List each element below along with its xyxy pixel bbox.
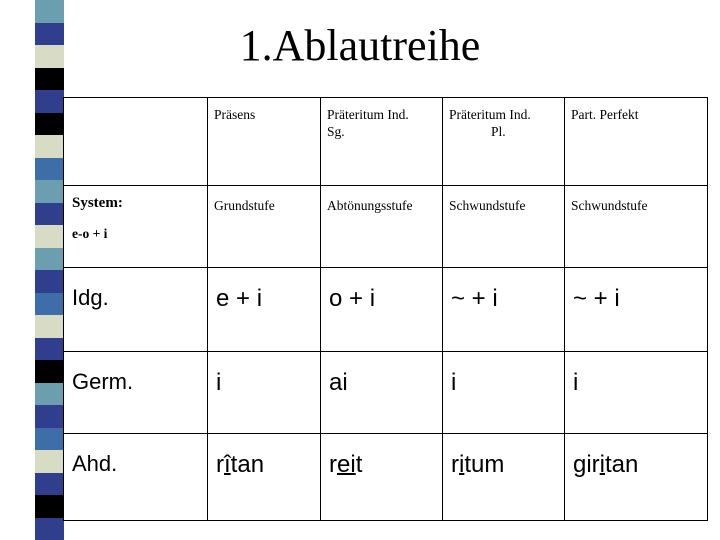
color-block [35,405,64,428]
decorative-color-bar [35,0,64,540]
color-block [35,68,64,91]
form-cell: i [565,352,708,434]
color-block [35,135,64,158]
color-block [35,315,64,338]
color-block [35,338,64,361]
color-block [35,518,64,540]
color-block [35,495,64,518]
color-block [35,383,64,406]
color-block [35,428,64,451]
stufe-cell: Abtönungsstufe [321,186,443,268]
color-block [35,473,64,496]
table-header-row [64,98,708,186]
stufe-cell: Schwundstufe [565,186,708,268]
color-block [35,225,64,248]
color-block [35,113,64,136]
header-praeteritum-sg: Präteritum Ind. Sg. [321,98,443,186]
color-block [35,270,64,293]
color-block [35,248,64,271]
form-cell: ai [321,352,443,434]
stufe-cell: Schwundstufe [443,186,565,268]
row-label-ahd: Ahd. [64,434,208,521]
header-part-perfekt: Part. Perfekt [565,98,708,186]
color-block [35,360,64,383]
header-praeteritum-pl: Präteritum Ind. Pl. [443,98,565,186]
form-cell: rîtan [208,434,321,521]
form-cell: e + i [208,268,321,352]
row-label-germ: Germ. [64,352,208,434]
system-label-cell: System: e-o + i [64,186,208,268]
form-cell: ritum [443,434,565,521]
header-empty-cell [64,98,208,186]
form-cell: giritan [565,434,708,521]
form-cell: ~ + i [443,268,565,352]
page-title: 1.Ablautreihe [239,21,481,70]
color-block [35,450,64,473]
stufe-cell: Grundstufe [208,186,321,268]
form-cell: o + i [321,268,443,352]
table-row [64,352,708,434]
system-row [64,186,708,268]
form-cell: i [208,352,321,434]
table-row [64,268,708,352]
table-row [64,434,708,521]
form-cell: reit [321,434,443,521]
row-label-idg: Idg. [64,268,208,352]
header-praesens: Präsens [208,98,321,186]
form-cell: i [443,352,565,434]
color-block [35,90,64,113]
ablaut-table [63,97,708,521]
color-block [35,203,64,226]
color-block [35,158,64,181]
color-block [35,293,64,316]
form-cell: ~ + i [565,268,708,352]
color-block [35,180,64,203]
color-block [35,0,64,23]
